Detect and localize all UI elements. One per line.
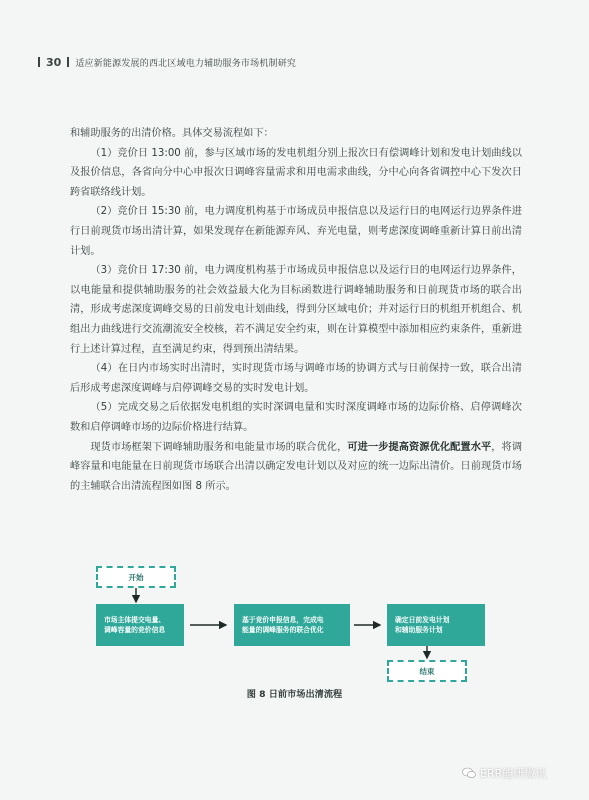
paragraph: （3）竞价日 17:30 前，电力调度机构基于市场成员申报信息以及运行日的电网运行边界条件，以电能量和提供辅助服务的社会效益最大化为目标函数进行调峰辅助服务和日前现货市场的联合出清，形成考虑深度调峰交易的日前发电计划曲线，得到分区域电价；并对运行日的机组开机组合、机组出力曲线进行交流潮流安全校核，若不满足安全约束，则在计算模型中添加相应约束条件，重新进行上述计算过程，直至满足约束，得到预出清结果。 bbox=[70, 265, 522, 355]
paragraph-text: ，将调峰容量和电能量在日前现货市场联合出清以确定发电计划以及对应的统一边际出清价。日前现货市场的主辅联合出清流程图如图 8 所示。 bbox=[70, 441, 523, 492]
running-title: 适应新能源发展的西北区域电力辅助服务市场机制研究 bbox=[75, 58, 297, 69]
flow-box-line: 市场主体提交电量、 bbox=[104, 616, 166, 624]
flow-box-line: 能量的调峰服务的联合优化 bbox=[242, 626, 324, 634]
flow-start-label: 开始 bbox=[128, 572, 144, 582]
flow-box-submit-bids bbox=[96, 604, 184, 646]
emphasis-text: 可进一步提高资源优化配置水平 bbox=[347, 441, 492, 453]
flow-box-joint-optimization bbox=[234, 604, 350, 646]
flow-end-label: 结束 bbox=[419, 666, 435, 676]
body-text bbox=[70, 124, 522, 496]
flow-box-line: 确定日前发电计划 bbox=[395, 616, 450, 624]
wechat-icon bbox=[462, 767, 476, 779]
paragraph-text: 现货市场框架下调峰辅助服务和电能量市场的联合优化， bbox=[90, 441, 348, 453]
flow-start bbox=[96, 566, 176, 588]
header-divider bbox=[38, 57, 40, 67]
flow-box-determine-plan bbox=[387, 604, 485, 646]
running-header bbox=[38, 54, 558, 70]
paragraph bbox=[70, 438, 522, 497]
paragraph: （1）竞价日 13:00 前，参与区域市场的发电机组分别上报次日有偿调峰计划和发电计划曲线以及报价信息，各省向分中心申报次日调峰容量需求和用电需求曲线，分中心向各省调控中心下发次日跨省联络线计划。 bbox=[70, 147, 522, 198]
watermark bbox=[462, 765, 546, 781]
flow-box-line: 和辅助服务计划 bbox=[395, 626, 443, 634]
paragraph: （2）竞价日 15:30 前，电力调度机构基于市场成员申报信息以及运行日的电网运行边界条件进行日前现货市场出清计算，如果发现存在新能源弃风、弃光电量，则考虑深度调峰重新计算日前出清计划。 bbox=[70, 206, 522, 257]
paragraph: （5）完成交易之后依据发电机组的实时深调电量和实时深度调峰市场的边际价格、启停调峰次数和启停调峰市场的边际价格进行结算。 bbox=[70, 402, 522, 433]
figure-caption: 图 8 日前市场出清流程 bbox=[246, 689, 343, 700]
flow-end bbox=[387, 660, 467, 682]
watermark-text: ERR能研微讯 bbox=[480, 767, 547, 780]
header-divider bbox=[67, 57, 69, 67]
page-number: 30 bbox=[46, 55, 62, 69]
flow-box-line: 基于竞价申报信息，完成电 bbox=[242, 616, 324, 624]
flow-box-line: 调峰容量的竞价信息 bbox=[104, 626, 166, 634]
paragraph: 和辅助服务的出清价格。具体交易流程如下： bbox=[70, 128, 274, 139]
paragraph: （4）在日内市场实时出清时，实时现货市场与调峰市场的协调方式与日前保持一致，联合出清后形成考虑深度调峰与启停调峰交易的实时发电计划。 bbox=[70, 363, 522, 394]
